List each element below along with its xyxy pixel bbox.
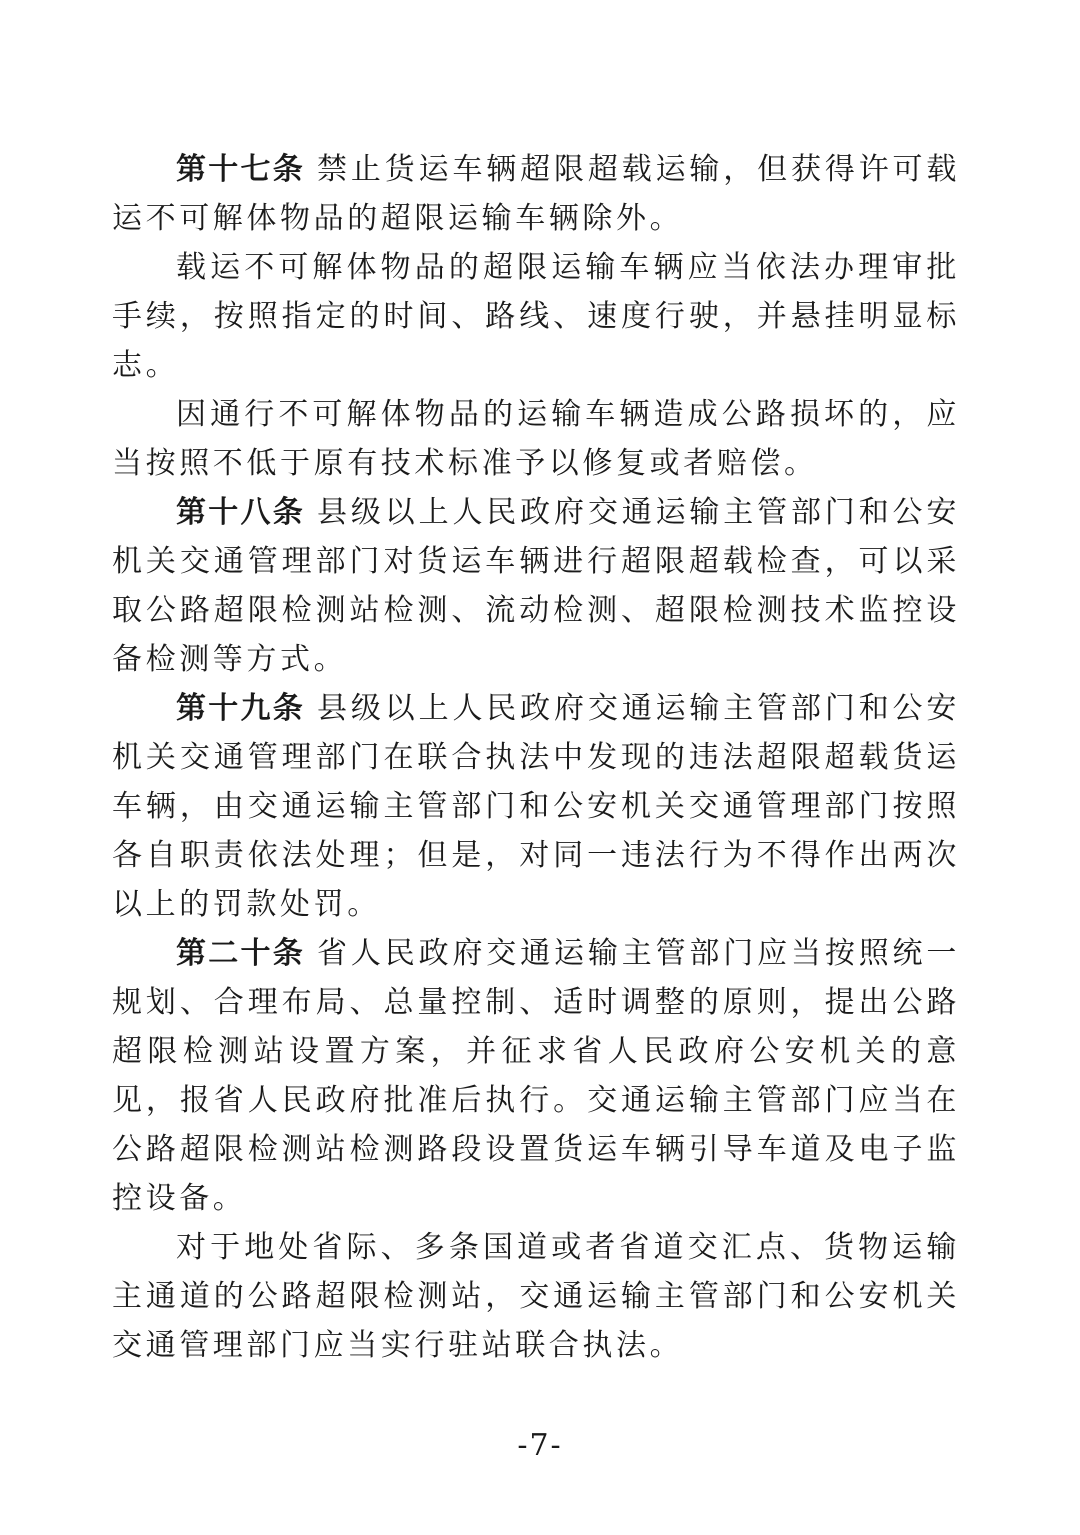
paragraph-article-17-clause-3 — [112, 390, 960, 488]
paragraph-text: 县级以上人民政府交通运输主管部门和公安机关交通管理部门对货运车辆进行超限超载检查，可以采取公路超限检测站检测、流动检测、超限检测技术监控设备检测等方式。 — [112, 495, 961, 677]
paragraph-text: 禁止货运车辆超限超载运输，但获得许可载运不可解体物品的超限运输车辆除外。 — [112, 152, 961, 236]
paragraph-article-17 — [112, 145, 960, 243]
paragraph-text: 载运不可解体物品的超限运输车辆应当依法办理审批手续，按照指定的时间、路线、速度行驶，并悬挂明显标志。 — [112, 250, 960, 383]
article-heading: 第十七条 — [176, 152, 306, 187]
paragraph-article-17-clause-2 — [112, 243, 960, 390]
paragraph-text: 省人民政府交通运输主管部门应当按照统一规划、合理布局、总量控制、适时调整的原则，提出公路超限检测站设置方案，并征求省人民政府公安机关的意见，报省人民政府批准后执行。交通运输主管部门应当在公路超限检测站检测路段设置货运车辆引导车道及电子监控设备。 — [112, 936, 961, 1216]
paragraph-article-19 — [112, 684, 960, 929]
paragraph-text: 因通行不可解体物品的运输车辆造成公路损坏的，应当按照不低于原有技术标准予以修复或者赔偿。 — [112, 397, 960, 481]
paragraph-article-20-clause-2 — [112, 1223, 960, 1370]
paragraph-text: 县级以上人民政府交通运输主管部门和公安机关交通管理部门在联合执法中发现的违法超限超载货运车辆，由交通运输主管部门和公安机关交通管理部门按照各自职责依法处理；但是，对同一违法行为不得作出两次以上的罚款处罚。 — [112, 691, 961, 922]
article-heading: 第二十条 — [176, 936, 306, 971]
paragraph-text: 对于地处省际、多条国道或者省道交汇点、货物运输主通道的公路超限检测站，交通运输主管部门和公安机关交通管理部门应当实行驻站联合执法。 — [112, 1230, 960, 1363]
paragraph-article-18 — [112, 488, 960, 684]
article-heading: 第十九条 — [176, 691, 306, 726]
page-number: -7- — [517, 1428, 563, 1463]
article-heading: 第十八条 — [176, 495, 306, 530]
paragraph-article-20 — [112, 929, 960, 1223]
document-body — [112, 145, 960, 1370]
